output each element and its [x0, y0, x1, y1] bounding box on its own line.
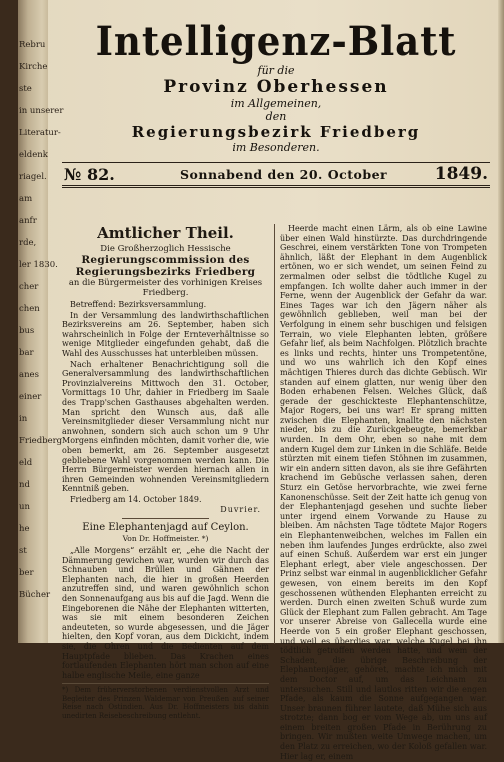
newspaper-page [18, 0, 504, 761]
previous-page-fragment: bar [19, 348, 34, 358]
previous-page-fragment: cher [19, 282, 39, 292]
notice-place-date: Friedberg am 14. October 1849. [70, 494, 202, 504]
previous-page-fragment: bus [19, 326, 35, 336]
previous-page-fragment: am [19, 194, 33, 204]
previous-page-fragment: ler 1830. [19, 260, 58, 270]
previous-page-fragment: in unserer [19, 106, 64, 116]
previous-page-fragment: chen [19, 304, 40, 314]
issue-date: Sonnabend den 20. October [180, 167, 388, 182]
authority-line-2: Regierungscommission des Regierungsbezirks Friedberg [75, 254, 256, 278]
previous-page-fragment: einer [19, 392, 42, 402]
page-edge [498, 0, 504, 643]
masthead-fuer-die: für die [257, 64, 295, 77]
column-rule [274, 224, 275, 644]
page-content [62, 18, 490, 761]
footnote: *) Dem früherverstorbenen verdienstvollen Arzt und Begleiter des Prinzen Waldemar von Preußen auf seiner Reise nach Ostindien. Aus Dr. Hoffmeisters bis dahin unedirten Reisebeschreibung entlehnt. [62, 683, 269, 720]
issue-number: № 82. [64, 165, 115, 184]
previous-page-fragment: Friedberg [19, 436, 63, 446]
masthead-im-allgemeinen: im Allgemeinen, [230, 97, 322, 110]
previous-page-fragment: eldenk [19, 150, 48, 160]
right-column [280, 224, 487, 762]
section-title: Amtlicher Theil. [97, 224, 234, 242]
issue-year: 1849. [434, 164, 488, 184]
notice-subject: Betreffend: Bezirksversammlung. [70, 300, 207, 309]
notice-signature: Duvrier. [220, 505, 261, 515]
article-author: Von Dr. Hoffmeister. *) [122, 534, 209, 544]
previous-page-fragment: anfr [19, 216, 37, 226]
article-continuation: Heerde macht einen Lärm, als ob eine Lawine über einen Wald hinstürzte. Das durchdringende Geschrei, einem verstärkten Tone von Trompeten ähnlich, läßt der Elephant in dem Augenblick ertönen, wo er sich wendet, um seinen Feind zu zermalmen oder selbst die tödtliche Kugel zu empfangen. Ich wollte daher auch immer in der Ferne, wenn der Augenblick der Gefahr da war. Eines Tages war ich den Jägern näher als gewöhnlich geblieben, weil man bei der Verfolgung in einem sehr buschigen und felsigen Terrain, wo viele Elephanten lebten, größere Gefahr lief, als beim Nachfolgen. Plötzlich brachte es links und rechts, hinter uns Trompetentöne, und wo uns wahrlich ich den Kopf eines mächtigen Thieres durch das dichte Gebüsch. Wir standen auf einem glatten, nur wenig über den Boden erhabenen Felsen. Welches Glück, daß gerade der geschickteste Elephantenschütze, Major Rogers, bei uns war! Er sprang mitten zwischen die Elephanten, knallte den nächsten nieder, bis zu die Zurückgebeugte, bemerkbar wurden. In dem Ohr, eben so nahe mit dem andern Kugel dem zur Linken in die Schläfe. Beide stürzten mit einem tiefen Stöhnen im zusammen, wir ein andern sitten davon, als sie ihre Gefährten krachend im Gebüsche verlassen sahen, deren Sturz ein Getöse hervorbrachte, wie zwei ferne Kanonenschüsse. Seit der Zeit hatte ich genug von der Elephantenjagd gesehen und suchte lieber unter irgend einem Vorwande zu Hause zu bleiben. Am nächsten Tage tödtete Major Rogers ein Elephantenweibchen, welches im Fallen ein neben ihm laufendes Junges erdrückte, also zwei auf einen Schuß. Außerdem war erst ein junger Elephant erlegt, aber viele angeschossen. Der Prinz selbst war einmal in augenblicklicher Gefahr gewesen, von einem bereits im den Kopf geschossenen wüthenden Elephanten erreicht zu werden. Durch einen zweiten Schuß wurde zum Glück der Elephant zum Fallen gebracht. Am Tage vor unserer Abreise von Gallecella wurde eine Heerde von 5 ein großer Elephant geschossen, und weil es überdies war, welche Kugel bei ihn tödtlich getroffen werden hatte, und wem der Schaden, die übrige Beschreibung der Elephantenjäger, gehöret, machte ich mich mit dem Doctor auf, um das Leichnam zu untersuchen. Still und lautlos ritten wir die engen Pfade, als kaum die Sonne aufgegangen war. Unser braunen führer lautete, daß Mühe sich aus strotzte; dann bog er vom Wege ab, um uns auf einem breiten großen Pfade in Berührung zu bringen. Wir mußten weite Umwege machen, um den Platz zu erreichen, wo der Koloß gefallen war. Hier lag er, einem [280, 224, 487, 761]
previous-page-fragment: Kirche [19, 62, 48, 72]
previous-page-fragment: nd [19, 480, 30, 490]
masthead-den: den [265, 110, 287, 123]
left-column [62, 224, 269, 720]
previous-page-fragment: st [19, 546, 27, 556]
notice-paragraph: In der Versammlung des landwirthschaftlichen Bezirksvereins am 26. September, haben sich wahrscheinlich in Folge der Ernteverhältnisse so wenige Mitglieder eingefunden gehabt, daß die Wahl des Ausschusses hat unterbleiben müssen. [62, 310, 269, 358]
previous-page-fragment: anes [19, 370, 39, 380]
masthead-im-besonderen: im Besonderen. [232, 141, 320, 154]
previous-page-fragment: un [19, 502, 30, 512]
authority-line-3: an die Bürgermeister des vorhinigen Kreises Friedberg. [68, 278, 263, 298]
masthead-title: Intelligenz-Blatt [95, 18, 457, 65]
previous-page-fragment: rde, [19, 238, 37, 248]
previous-page-fragment: eld [19, 458, 33, 468]
masthead-provinz: Provinz Oberhessen [163, 77, 389, 97]
article-text: „Alle Morgens“ erzählt er, „ehe die Nacht der Dämmerung gewichen war, wurden wir durch das Schnauben und Brüllen und Gähnen der Elephanten nach, die hier in großen Heerden anzutreffen sind, und waren gewöhnlich schon den Sonnenaufgang aus bis auf die Jagd. Wenn die Eingeborenen die Nähe der Elephanten witterten, was sie mit einem besonderen Zeichen andeuteten, so wurde abgesessen, und die Jäger hielten, den Kopf voran, aus dem Dickicht, indem sie, die Ohren und die Bedienten auf dem Hauptpfade blieben. Das Krachen eines fortlaufenden Elephanten hört man schon auf eine halbe englische Meile, eine ganze [62, 546, 269, 680]
masthead-regierungsbezirk: Regierungsbezirk Friedberg [131, 123, 421, 141]
previous-page-fragment: Literatur- [19, 128, 61, 138]
previous-page-fragment: he [19, 524, 30, 534]
previous-page-fragment: riagel. [19, 172, 47, 182]
notice-paragraph: Nach erhaltener Benachrichtigung soll die Generalversammlung des landwirthschaftlichen Provinzialvereins Mittwoch den 31. October, Vormittags 10 Uhr, dahier in Friedberg im Saale des Trapp'schen Gasthauses abgehalten werden. Man spricht den Wunsch aus, daß alle Vereinsmitglieder dieser Versammlung nicht nur anwohnen, sondern sich auch schon um 9 Uhr Morgens einfinden möchten, damit vorher die, wie oben bemerkt, am 26. September ausgesetzt gebliebene Wahl vorgenommen werden kann. Die Herrn Bürgermeister werden hiernach allen in ihren Gemeinden wohnenden Vereinsmitgliedern Kenntniß geben. [62, 359, 269, 494]
previous-page-fragment: in [19, 414, 28, 424]
previous-page-fragment: Bücher [19, 590, 51, 600]
masthead [62, 20, 490, 154]
separator [122, 518, 209, 519]
article-title: Eine Elephantenjagd auf Ceylon. [82, 522, 249, 534]
dateline [62, 162, 490, 188]
previous-page-fragment: ste [19, 84, 32, 94]
previous-page-fragment: Rebru [19, 40, 46, 50]
authority-line-1: Die Großherzoglich Hessische [100, 244, 231, 254]
previous-page-fragment: ber [19, 568, 34, 578]
previous-page-strip [18, 0, 64, 643]
